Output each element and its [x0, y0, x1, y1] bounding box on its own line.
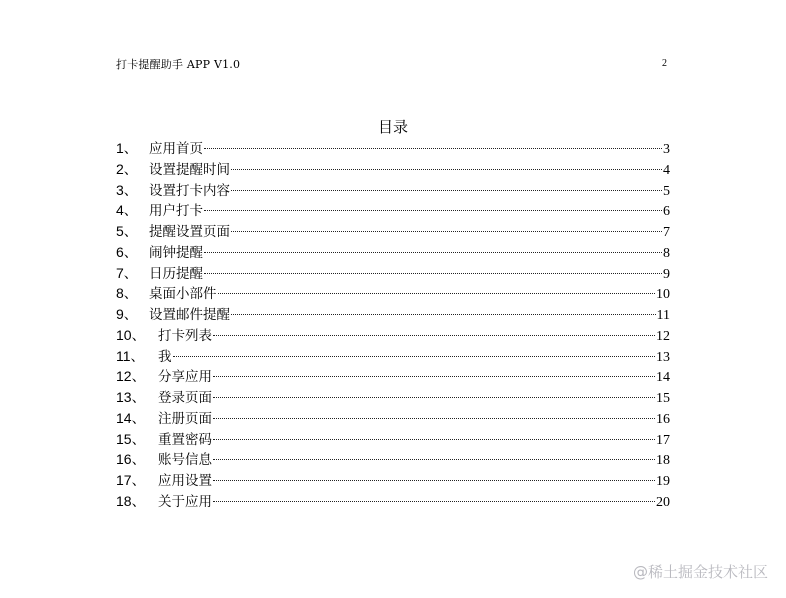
toc-entry-number: 7、: [116, 264, 138, 281]
toc-entry[interactable]: [116, 346, 670, 367]
toc-entry[interactable]: [116, 470, 670, 491]
toc-entry-page: 20: [656, 494, 670, 510]
toc-entry[interactable]: [116, 325, 670, 346]
toc-entry-page: 5: [663, 183, 670, 199]
toc-entry-page: 11: [656, 308, 670, 323]
toc-entry-label: 重置密码: [158, 431, 212, 448]
toc-entry[interactable]: [116, 387, 670, 408]
toc-entry-page: 10: [656, 287, 670, 303]
toc-entry-page: 9: [663, 266, 670, 282]
toc-entry-page: 4: [663, 162, 670, 178]
toc-entry-page: 19: [656, 474, 670, 489]
toc-entry-number: 1、: [116, 140, 138, 156]
toc-entry-label: 设置邮件提醒: [149, 307, 230, 323]
toc-dot-leader: [213, 376, 655, 377]
toc-entry-number: 17、: [116, 472, 146, 488]
toc-dot-leader: [231, 231, 662, 232]
toc-entry-number: 4、: [116, 202, 138, 219]
toc-entry-page: 7: [663, 225, 670, 240]
toc-entry-label: 日历提醒: [149, 265, 203, 282]
toc-dot-leader: [213, 501, 655, 502]
toc-dot-leader: [213, 459, 655, 460]
toc-dot-leader: [204, 210, 662, 211]
toc-entry[interactable]: [116, 283, 670, 304]
toc-dot-leader: [218, 293, 656, 294]
toc-entry-label: 应用设置: [158, 473, 212, 489]
toc-entry-page: 14: [656, 370, 670, 386]
toc-entry-number: 16、: [116, 451, 146, 468]
toc-entry-number: 13、: [116, 389, 146, 405]
toc-entry-label: 设置提醒时间: [149, 161, 230, 178]
table-of-contents: [116, 138, 670, 512]
toc-dot-leader: [213, 418, 655, 419]
toc-entry-page: 3: [663, 142, 670, 157]
toc-heading: 目录: [377, 118, 408, 136]
toc-entry[interactable]: [116, 449, 670, 470]
toc-entry-number: 15、: [116, 430, 146, 447]
toc-entry-number: 8、: [116, 285, 138, 302]
toc-entry-page: 18: [656, 453, 670, 469]
toc-entry-label: 我: [158, 348, 172, 365]
toc-entry[interactable]: [116, 180, 670, 201]
toc-dot-leader: [204, 273, 662, 274]
toc-dot-leader: [231, 314, 656, 315]
toc-dot-leader: [231, 169, 662, 170]
toc-dot-leader: [213, 397, 655, 398]
toc-entry-page: 17: [656, 432, 670, 448]
toc-entry-number: 11、: [116, 347, 145, 364]
toc-entry[interactable]: [116, 366, 670, 387]
header-title: 打卡提醒助手 APP V1.0: [116, 58, 241, 71]
toc-entry-number: 14、: [116, 409, 146, 426]
header-page-number: 2: [662, 58, 667, 69]
toc-entry[interactable]: [116, 159, 670, 180]
toc-dot-leader: [204, 148, 662, 149]
toc-entry-number: 2、: [116, 160, 138, 177]
toc-dot-leader: [213, 480, 655, 481]
toc-entry-label: 应用首页: [149, 141, 203, 157]
toc-entry-page: 6: [663, 204, 670, 220]
toc-entry-label: 用户打卡: [149, 203, 203, 220]
toc-dot-leader: [231, 190, 662, 191]
toc-entry[interactable]: [116, 491, 670, 512]
toc-entry-label: 提醒设置页面: [149, 224, 230, 240]
toc-entry[interactable]: [116, 242, 670, 263]
toc-entry-label: 闹钟提醒: [149, 244, 203, 261]
toc-entry-label: 账号信息: [158, 452, 212, 469]
toc-entry-number: 12、: [116, 368, 146, 385]
watermark: @稀土掘金技术社区: [632, 563, 768, 581]
toc-entry-number: 5、: [116, 223, 138, 239]
toc-entry-label: 关于应用: [158, 493, 212, 510]
toc-entry-page: 8: [663, 245, 670, 261]
toc-entry-number: 3、: [116, 181, 138, 198]
toc-entry-page: 15: [656, 391, 670, 406]
toc-entry-label: 分享应用: [158, 369, 212, 386]
toc-entry[interactable]: [116, 263, 670, 284]
toc-entry[interactable]: [116, 200, 670, 221]
toc-dot-leader: [213, 439, 655, 440]
toc-entry-number: 6、: [116, 243, 138, 260]
toc-entry[interactable]: [116, 304, 670, 325]
toc-entry-label: 注册页面: [158, 410, 212, 427]
toc-entry-number: 18、: [116, 492, 146, 509]
toc-dot-leader: [173, 356, 656, 357]
toc-entry-page: 12: [656, 328, 670, 344]
toc-entry-label: 设置打卡内容: [149, 182, 230, 199]
toc-entry-label: 桌面小部件: [149, 286, 217, 303]
toc-entry[interactable]: [116, 408, 670, 429]
toc-entry[interactable]: [116, 138, 670, 159]
toc-entry-label: 登录页面: [158, 390, 212, 406]
toc-dot-leader: [213, 335, 655, 336]
toc-entry-number: 9、: [116, 306, 138, 322]
toc-entry-number: 10、: [116, 326, 146, 343]
toc-entry-page: 13: [656, 349, 670, 365]
toc-dot-leader: [204, 252, 662, 253]
toc-entry-label: 打卡列表: [158, 327, 212, 344]
toc-entry-page: 16: [656, 411, 670, 427]
toc-entry[interactable]: [116, 429, 670, 450]
toc-entry[interactable]: [116, 221, 670, 242]
